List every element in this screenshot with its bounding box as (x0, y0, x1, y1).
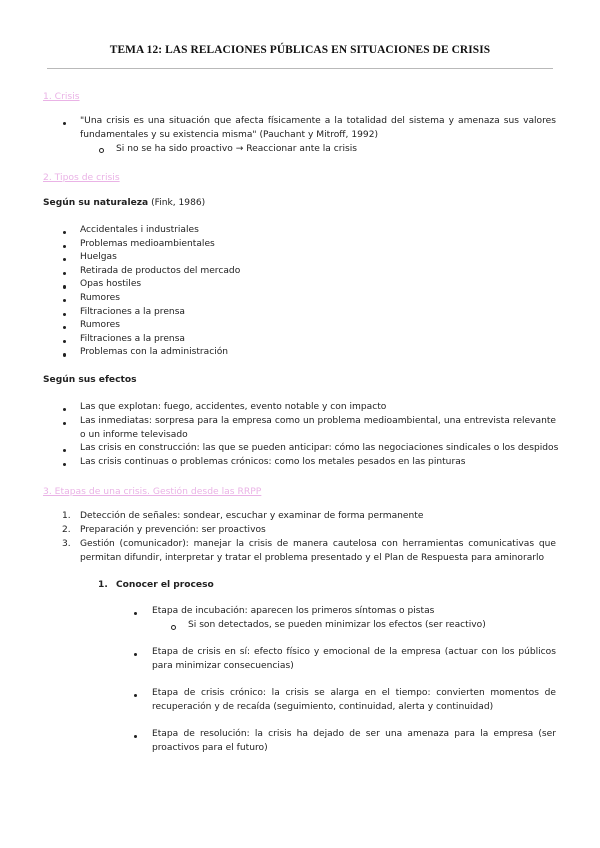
effect-item: Las crisis continuas o problemas crónicos: como los metales pesados en las pinturas (80, 457, 466, 467)
nature-item: Problemas con la administración (80, 347, 229, 358)
section-heading-types: 2. Tipos de crisis (43, 172, 120, 183)
bullet-icon (63, 326, 66, 329)
bullet-icon (134, 694, 137, 697)
stage-item-continued: permitan difundir, interpretar y tratar el problema presentado y el Plan de Respuesta para aminorarlo (80, 553, 545, 563)
nature-item: Filtraciones a la prensa (80, 333, 186, 344)
phase-item: Etapa de crisis crónico: la crisis se alarga en el tiempo: convierten momentos de (152, 688, 556, 698)
bullet-icon (63, 313, 66, 316)
phase-item-continued: proactivos para el futuro) (152, 743, 268, 753)
nature-item: Rumores (80, 293, 120, 303)
nature-item: Opas hostiles (80, 279, 142, 290)
bullet-icon (63, 272, 66, 275)
crisis-note: Si no se ha sido proactivo → Reaccionar ante la crisis (116, 144, 358, 154)
section-heading-crisis: 1. Crisis (43, 91, 80, 102)
nature-item: Rumores (80, 320, 120, 331)
effect-item: Las crisis en construcción: las que se pueden anticipar: cómo las negociaciones sindicales o los despidos (80, 443, 559, 453)
phase-item: Etapa de incubación: aparecen los primeros síntomas o pistas (152, 606, 435, 616)
bullet-icon (63, 258, 66, 261)
title-divider (47, 68, 553, 69)
list-number: 3. (62, 539, 71, 549)
bullet-icon (63, 340, 66, 343)
effect-item-continued: o un informe televisado (80, 430, 188, 440)
list-number: 1. (62, 511, 71, 521)
bullet-icon (63, 231, 66, 234)
phase-item: Etapa de resolución: la crisis ha dejado de ser una amenaza para la empresa (ser (152, 729, 556, 739)
phase-note: Si son detectados, se pueden minimizar los efectos (ser reactivo) (188, 620, 486, 630)
nature-item: Filtraciones a la prensa (80, 306, 186, 317)
stage-item: Detección de señales: sondear, escuchar y examinar de forma permanente (80, 511, 424, 521)
bullet-icon (63, 422, 66, 425)
circle-bullet-icon (171, 625, 176, 630)
nature-subheading: Según su naturaleza (Fink, 1986) (43, 198, 206, 208)
bullet-icon (63, 353, 66, 356)
crisis-definition-line2: fundamentales y su existencia misma" (Pauchant y Mitroff, 1992) (80, 130, 379, 140)
nature-item: Problemas medioambientales (80, 238, 215, 249)
bullet-icon (63, 449, 66, 452)
phase-item-continued: para minimizar consecuencias) (152, 661, 294, 671)
section-heading-stages: 3. Etapas de una crisis. Gestión desde las RRPP (43, 486, 262, 497)
bullet-icon (63, 463, 66, 466)
stage-item: Gestión (comunicador): manejar la crisis de manera cautelosa con herramientas comunicativas que (80, 539, 556, 549)
effects-subheading: Según sus efectos (43, 375, 137, 385)
effect-item: Las inmediatas: sorpresa para la empresa como un problema medioambiental, una entrevista relevante (80, 416, 556, 426)
nature-item: Retirada de productos del mercado (80, 265, 241, 276)
bullet-icon (63, 299, 66, 302)
bullet-icon (134, 735, 137, 738)
effect-item: Las que explotan: fuego, accidentes, evento notable y con impacto (80, 402, 387, 412)
bullet-icon (134, 612, 137, 615)
phase-item-continued: recuperación y de recaída (seguimiento, continuidad, alerta y continuidad) (152, 702, 494, 712)
process-subheading: Conocer el proceso (116, 580, 214, 590)
stage-item: Preparación y prevención: ser proactivos (80, 525, 266, 535)
document-title: TEMA 12: LAS RELACIONES PÚBLICAS EN SITUACIONES DE CRISIS (109, 44, 491, 56)
circle-bullet-icon (99, 148, 104, 153)
bullet-icon (63, 285, 66, 288)
phase-item: Etapa de crisis en sí: efecto físico y emocional de la empresa (actuar con los públicos (152, 647, 556, 657)
nature-item: Huelgas (80, 252, 117, 263)
nature-item: Accidentales i industriales (80, 225, 199, 235)
list-number: 2. (62, 525, 71, 535)
sublist-number: 1. (98, 580, 108, 590)
bullet-icon (63, 408, 66, 411)
bullet-icon (134, 653, 137, 656)
bullet-icon (63, 122, 66, 125)
bullet-icon (63, 245, 66, 248)
crisis-definition-line1: "Una crisis es una situación que afecta físicamente a la totalidad del sistema y amenaza sus valores (80, 116, 556, 126)
